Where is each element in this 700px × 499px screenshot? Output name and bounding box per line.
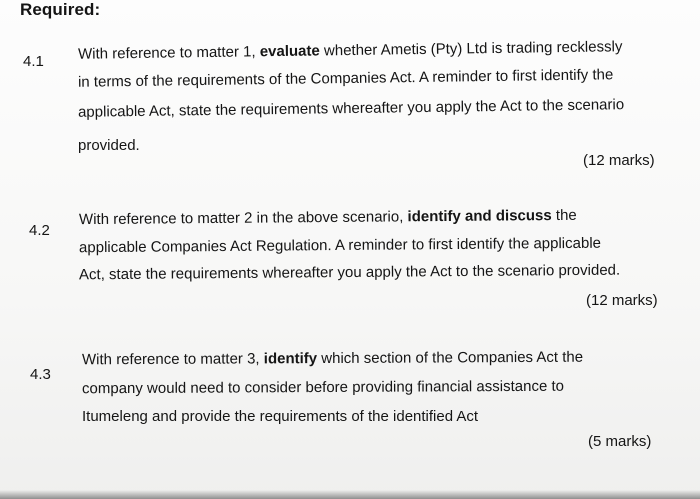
question-text-line: applicable Companies Act Regulation. A reminder to first identify the applicable: [78, 234, 602, 257]
question-number: 4.1: [23, 53, 44, 70]
question-text-line: in terms of the requirements of the Companies Act. A reminder to first identify the: [77, 66, 614, 91]
question-number: 4.2: [29, 222, 50, 239]
question-text-line: Act, state the requirements whereafter you apply the Act to the scenario provided.: [78, 261, 621, 284]
question-number: 4.3: [30, 366, 51, 383]
question-text-line: With reference to matter 3, identify which section of the Companies Act the: [81, 348, 584, 369]
question-text-line: company would need to consider before providing financial assistance to: [81, 377, 565, 398]
question-text-line: With reference to matter 2 in the above scenario, identify and discuss the: [78, 206, 577, 229]
marks-label: (5 marks): [588, 433, 652, 450]
page-shadow: [0, 490, 700, 499]
marks-label: (12 marks): [586, 292, 658, 309]
question-text-line: provided.: [78, 137, 140, 154]
question-text-line: With reference to matter 1, evaluate whether Ametis (Pty) Ltd is trading recklessly: [77, 38, 623, 63]
marks-label: (12 marks): [583, 152, 655, 169]
required-heading: Required:: [20, 0, 101, 19]
question-text-line: Itumeleng and provide the requirements of the identified Act: [82, 408, 479, 425]
question-text-line: applicable Act, state the requirements whereafter you apply the Act to the scenario: [77, 96, 625, 121]
